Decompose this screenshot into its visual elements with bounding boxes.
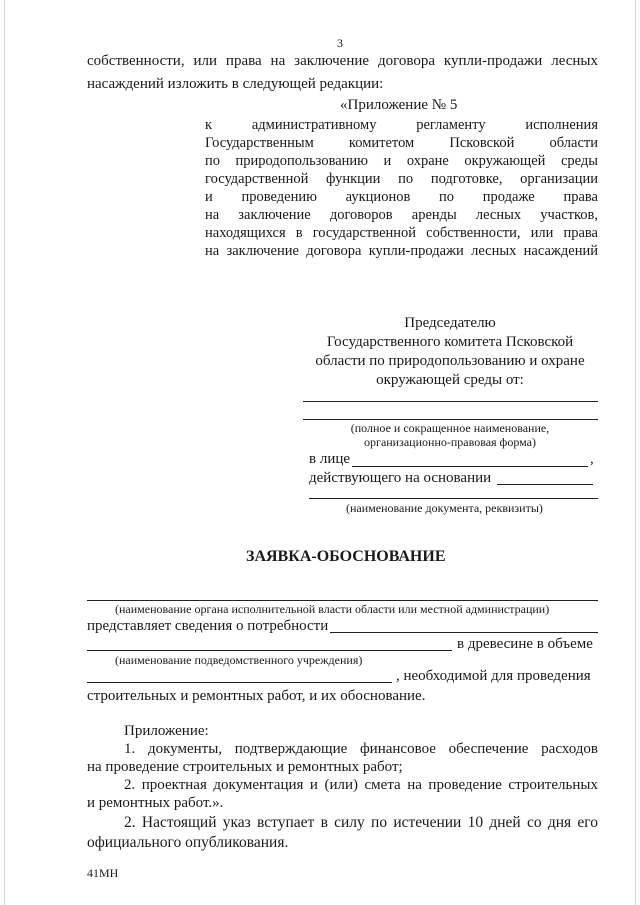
addressee-line: окружающей среды от: (376, 372, 524, 388)
addressee-line: Председателю (404, 315, 496, 331)
addressee-line: Государственного комитета Псковской (326, 334, 574, 350)
appendix-line: на заключение договоров аренды лесных участков, (205, 207, 598, 223)
attachment-item-1-cont: на проведение строительных и ремонтных работ; (87, 759, 403, 775)
org-caption: (наименование органа исполнительной власти области или местной администрации) (115, 602, 550, 616)
appendix-line: по природопользованию и охране окружающей среды (205, 153, 598, 169)
applicant-caption: (полное и сокращенное наименование, организационно-правовая форма) (350, 421, 550, 449)
appendix-line: Государственным комитетом Псковской области (205, 135, 598, 151)
purpose-text: строительных и ремонтных работ, и их обоснование. (87, 688, 426, 704)
volume-blank-line[interactable] (87, 682, 392, 683)
document-caption: (наименование документа, реквизиты) (346, 501, 543, 515)
attachments-heading: Приложение: (124, 723, 209, 739)
appendix-title: «Приложение № 5 (340, 97, 458, 113)
document-blank-line[interactable] (309, 498, 598, 499)
provides-label: представляет сведения о потребности (87, 618, 329, 634)
institution-blank-line[interactable] (87, 650, 452, 651)
institution-caption: (наименование подведомственного учреждения) (115, 653, 363, 667)
appendix-line: находящихся в государственной собственности, или права (205, 225, 598, 241)
appendix-line: государственной функции по подготовке, организации (205, 171, 598, 187)
in-person-comma: , (590, 451, 594, 467)
attachment-item-2-cont: и ремонтных работ.». (87, 795, 224, 811)
footer-code: 41МН (87, 866, 119, 880)
in-person-label: в лице (309, 451, 351, 467)
in-person-blank[interactable] (352, 466, 588, 467)
intro-line-1: собственности, или права на заключение договора купли-продажи лесных (87, 53, 598, 69)
page-left-edge (4, 0, 5, 905)
page-right-edge (635, 0, 636, 905)
attachment-item-1: 1. документы, подтверждающие финансовое обеспечение расходов (124, 741, 598, 757)
intro-line-2: насаждений изложить в следующей редакции: (87, 76, 384, 92)
wood-volume-label: в древесине в объеме (457, 636, 593, 652)
addressee-line: области по природопользованию и охране (315, 353, 585, 369)
page-number: 3 (337, 36, 343, 50)
clause-2-line-1: 2. Настоящий указ вступает в силу по истечении 10 дней со дня его (124, 814, 598, 831)
needed-for-label: , необходимой для проведения (396, 668, 591, 684)
form-title: ЗАЯВКА-ОБОСНОВАНИЕ (246, 548, 446, 565)
acting-basis-blank[interactable] (497, 484, 593, 485)
applicant-blank-line-1[interactable] (303, 401, 598, 402)
org-blank-line[interactable] (87, 600, 598, 601)
addressee-block (300, 314, 600, 390)
applicant-blank-line-2[interactable] (303, 419, 598, 420)
need-blank-line[interactable] (330, 632, 598, 633)
appendix-line: на заключение договора купли-продажи лесных насаждений (205, 243, 598, 259)
clause-2-line-2: официального опубликования. (87, 834, 289, 851)
acting-basis-label: действующего на основании (309, 470, 492, 486)
attachment-item-2: 2. проектная документация и (или) смета на проведение строительных (124, 777, 598, 793)
appendix-line: и проведению аукционов по продаже права (205, 189, 598, 205)
appendix-line: к административному регламенту исполнения (205, 117, 598, 133)
